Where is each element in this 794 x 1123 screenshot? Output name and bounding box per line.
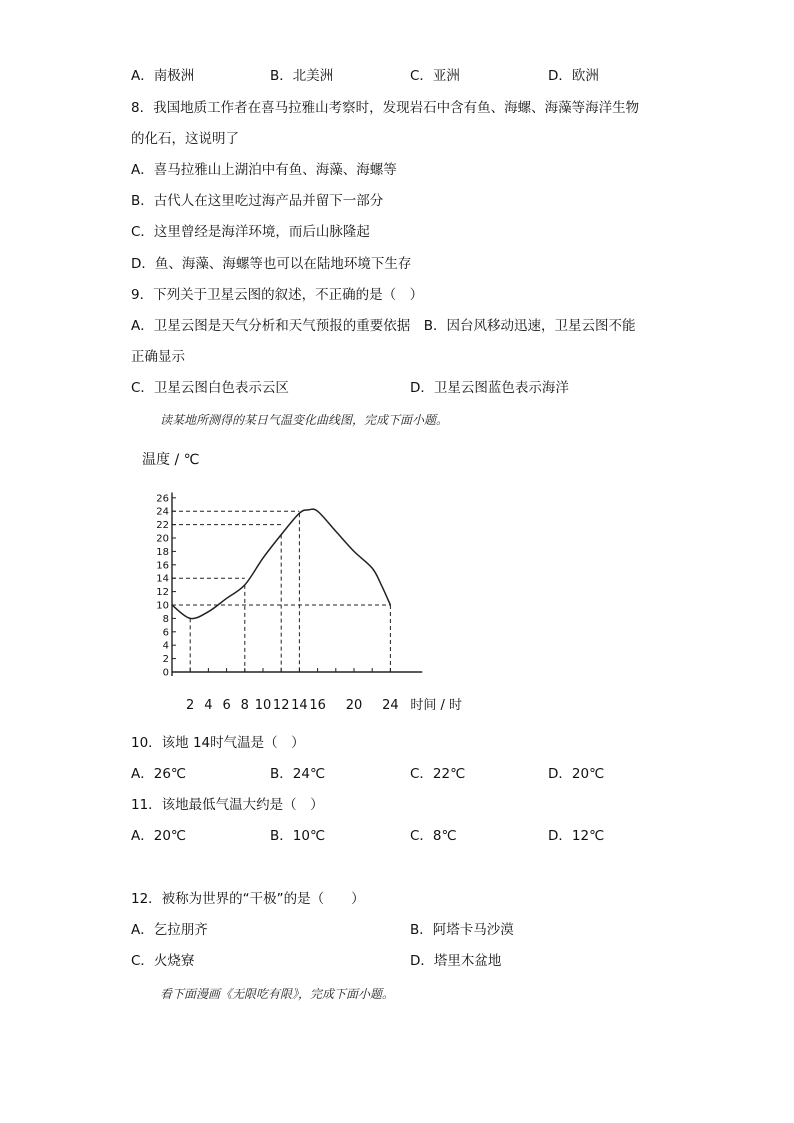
y-tick-label: 26	[156, 493, 169, 505]
q12-stem: 12．被称为世界的“干极”的是（ ）	[131, 891, 365, 907]
y-tick-label: 22	[156, 520, 169, 532]
q9-stem: 9．下列关于卫星云图的叙述，不正确的是（ ）	[131, 287, 424, 303]
x-tick-label: 6	[222, 698, 231, 713]
x-tick-label: 8	[240, 698, 249, 713]
x-tick-label: 12	[272, 698, 290, 713]
q11-option-d: D．12℃	[548, 828, 605, 844]
x-axis-label: 时间 / 时	[410, 698, 463, 713]
q10-option-a: A．26℃	[131, 766, 187, 782]
x-tick-label: 16	[309, 698, 326, 713]
q9-option-d: D．卫星云图蓝色表示海洋	[410, 380, 569, 396]
q8-stem-line1: 8．我国地质工作者在喜马拉雅山考察时，发现岩石中含有鱼、海螺、海藻等海洋生物	[131, 100, 640, 116]
y-tick-label: 4	[162, 640, 169, 652]
q12-option-a: A．乞拉朋齐	[131, 922, 208, 938]
q10-option-c: C．22℃	[410, 766, 466, 782]
x-tick-label: 10	[254, 698, 272, 713]
q9-options-ab-line2: 正确显示	[131, 349, 185, 365]
comic-caption: 看下面漫画《无限吃有限》，完成下面小题。	[160, 987, 395, 1001]
q11-stem: 11．该地最低气温大约是（ ）	[131, 797, 324, 813]
y-tick-label: 18	[156, 546, 169, 558]
q11-option-c: C．8℃	[410, 828, 457, 844]
q12-option-d: D．塔里木盆地	[410, 953, 502, 969]
q7-option-a: A．南极洲	[131, 68, 195, 84]
x-tick-label: 2	[186, 698, 195, 713]
q9-options-ab-line1: A．卫星云图是天气分析和天气预报的重要依据 B．因台风移动迅速，卫星云图不能	[131, 318, 636, 334]
q7-option-d: D．欧洲	[548, 68, 599, 84]
y-tick-label: 14	[156, 573, 169, 585]
x-tick-label: 4	[204, 698, 213, 713]
q9-option-c: C．卫星云图白色表示云区	[131, 380, 289, 396]
x-tick-label: 20	[345, 698, 363, 713]
y-tick-label: 0	[162, 667, 169, 679]
q11-option-b: B．10℃	[270, 828, 326, 844]
q12-option-b: B．阿塔卡马沙漠	[410, 922, 514, 938]
y-tick-label: 12	[156, 587, 169, 599]
q12-option-c: C．火烧寮	[131, 953, 195, 969]
y-axis-label: 温度 / ℃	[142, 452, 200, 468]
y-tick-label: 6	[162, 627, 169, 639]
q10-stem: 10．该地 14时气温是（ ）	[131, 735, 305, 751]
x-tick-label: 14	[291, 698, 308, 713]
q8-option-c: C．这里曾经是海洋环境，而后山脉隆起	[131, 224, 370, 240]
q7-option-c: C．亚洲	[410, 68, 460, 84]
y-tick-label: 10	[156, 600, 169, 612]
y-tick-label: 24	[156, 506, 169, 518]
q10-option-b: B．24℃	[270, 766, 326, 782]
temperature-chart	[130, 440, 510, 720]
y-tick-label: 2	[162, 654, 169, 666]
y-tick-label: 16	[156, 560, 169, 572]
q8-option-a: A．喜马拉雅山上湖泊中有鱼、海藻、海螺等	[131, 162, 397, 178]
y-tick-label: 8	[162, 613, 169, 625]
q7-option-b: B．北美洲	[270, 68, 334, 84]
q8-option-d: D．鱼、海藻、海螺等也可以在陆地环境下生存	[131, 256, 412, 272]
q8-option-b: B．古代人在这里吃过海产品并留下一部分	[131, 193, 384, 209]
q8-stem-line2: 的化石，这说明了	[131, 131, 239, 147]
q10-option-d: D．20℃	[548, 766, 605, 782]
chart-caption: 读某地所测得的某日气温变化曲线图，完成下面小题。	[160, 413, 449, 427]
x-tick-label: 24	[382, 698, 399, 713]
y-tick-label: 20	[156, 533, 169, 545]
q11-option-a: A．20℃	[131, 828, 187, 844]
